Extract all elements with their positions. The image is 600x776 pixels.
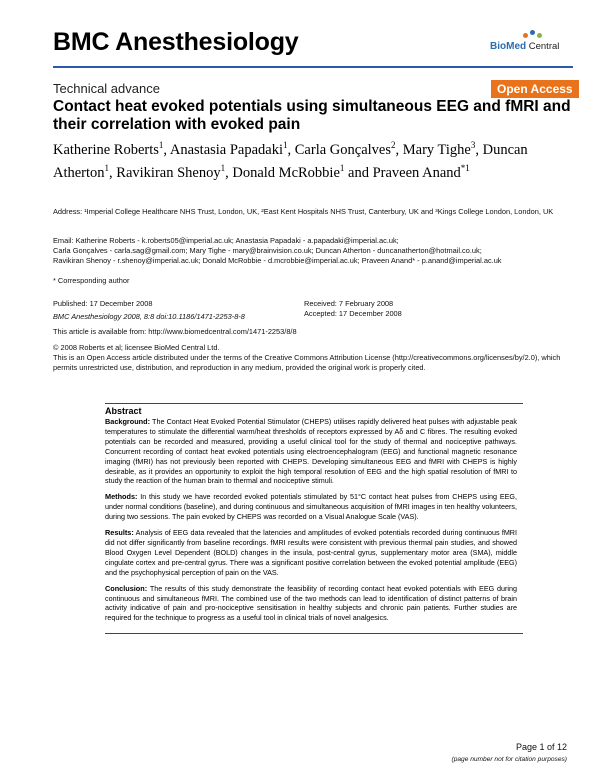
email-line: Carla Gonçalves - carla.sag@gmail.com; Mary Tighe - mary@brainvision.co.uk; Duncan Atherton - duncanatherton@hotmail.co.uk; [53,246,482,256]
author-affiliation-mark: *1 [460,162,470,173]
section-text: Analysis of EEG data revealed that the latencies and amplitudes of evoked potentials recorded during continuous fMRI did not differ significantly from baseline recordings. fMRI results were consistent with previous thermal pain studies, and showed Blood Oxygen Level Dependent (BOLD) changes in the insula, post-central gyrus, supplementary motor area (SMA), middle cingulate cortex and pre-central gyrus. There was a significant positive correlation between the evoked potential amplitude (EEG) and the psychophysical perception of pain on the VAS. [105,528,517,577]
abstract-results [105,528,517,578]
abstract-heading: Abstract [105,406,142,416]
biomed-central-logo [490,30,570,56]
author-list: Katherine Roberts$^1$, Anastasia Papadaki$^1$, Carla Gonçalves$^2$, Mary Tighe$^3$, Duncan Atherton$^1$, Ravikiran Shenoy$^1$, Donald McRobbie$^1$ and Praveen Anand$^{*1}$ [53,140,528,181]
author-affiliation-mark: 2 [391,140,396,150]
logo-dots-icon [523,30,543,40]
copyright-block [53,343,573,374]
open-access-badge: Open Access [491,80,579,98]
section-label: Results: [105,528,134,538]
author-name: Anastasia Papadaki [169,141,284,158]
history-info [304,299,564,319]
author-affiliation-mark: 3 [470,140,476,150]
section-text: In this study we have recorded evoked potentials stimulated by 51°C contact heat pulses from CHEPS using EEG, under normal conditions (baseline), and during continuous and simultaneous acquisition of fMRI images in ten healthy volunteers, during two sessions. The pain evoked by CHEPS was recorded on a Visual Analogue Scale (VAS). [105,492,517,522]
section-text: The results of this study demonstrate the feasibility of recording contact heat evoked potentials with EEG during continuous and simultaneous fMRI. The combined use of the two methods can lead to identification of distinct patterns of brain activity indicative of pain and pro-nociceptive sensitisation in healthy subjects and chronic pain patients. Further studies are required for the technique to progress as a useful tool in clinical trials of novel analgesics. [105,583,517,623]
author-affiliation-mark: 1 [158,140,164,150]
license-text: This is an Open Access article distributed under the terms of the Creative Commons Attribution License (http://creativecommons.org/licenses/by/2.0), which permits unrestricted use, distribution, and reproduction in any medium, provided the original work is properly cited. [53,353,561,373]
logo-bio: BioMed [490,41,527,52]
author-name: Ravikiran Shenoy [116,164,221,181]
abstract-background [105,417,517,486]
author-affiliation-mark: 1 [339,162,345,173]
abstract-box [105,403,523,634]
journal-title: BMC Anesthesiology [53,28,299,56]
author-name: Duncan Atherton [53,141,528,181]
author-name: Katherine Roberts [53,141,159,158]
author-name: Donald McRobbie [232,164,340,181]
abstract-conclusion [105,584,517,624]
availability-link[interactable]: This article is available from: http://www.biomedcentral.com/1471-2253/8/8 [53,327,297,336]
section-label: Background: [105,417,150,426]
author-affiliation-mark: 1 [104,162,110,173]
author-name: Carla Gonçalves [294,141,391,158]
email-line: Email: Katherine Roberts - k.roberts05@imperial.ac.uk; Anastasia Papadaki - a.papadaki@imperial.ac.uk; [53,236,399,245]
email-list [53,236,573,267]
published-date: Published: 17 December 2008 [53,299,153,308]
author-name: Praveen Anand [372,164,461,181]
section-text: The Contact Heat Evoked Potential Stimulator (CHEPS) utilises rapidly delivered heat pulses with adjustable peak temperatures to stimulate the differential warm/heat thresholds of receptors expressed by Aδ and C fibres. The resulting evoked potentials can be recorded and measured, providing a useful clinical tool for the study of thermal and nociceptive pathways. Concurrent recording of contact heat evoked potentials using electroencephalogram (EEG) and functional magnetic resonance imaging (fMRI) has not previously been reported with CHEPS. Developing simultaneous EEG and fMRI with CHEPS is highly desirable, as it provides an opportunity to exploit the high temporal resolution of EEG and the high spatial resolution of fMRI to study the reaction of the human brain to thermal and nociceptive stimuli. [105,417,517,486]
accepted-date: Accepted: 17 December 2008 [304,309,402,319]
section-label: Methods: [105,492,138,502]
logo-central: Central [526,41,560,52]
header-rule [53,66,573,68]
author-affiliation-mark: 1 [283,140,288,150]
page-number: Page 1 of 12 [515,742,567,752]
author-name: Mary Tighe [402,141,471,158]
copyright-line: © 2008 Roberts et al; licensee BioMed Central Ltd. [53,343,220,352]
publication-info [53,299,293,322]
corresponding-author-note: * Corresponding author [53,276,130,285]
affiliations: Address: ¹Imperial College Healthcare NHS Trust, London, UK, ²East Kent Hospitals NHS Trust, Canterbury, UK and ³Kings College London, London, UK [53,207,554,216]
article-title: Contact heat evoked potentials using simultaneous EEG and fMRI and their correlation with evoked pain [53,98,571,133]
received-date: Received: 7 February 2008 [304,299,394,308]
abstract-methods [105,492,517,522]
author-affiliation-mark: 1 [220,162,226,173]
email-line: Ravikiran Shenoy - r.shenoy@imperial.ac.uk; Donald McRobbie - d.mcrobbie@imperial.ac.uk; Praveen Anand* - p.anand@imperial.ac.uk [53,256,502,266]
article-type: Technical advance [53,81,160,96]
section-label: Conclusion: [105,583,148,593]
page-number-note: (page number not for citation purposes) [451,756,567,763]
citation: BMC Anesthesiology 2008, 8:8 doi:10.1186/1471-2253-8-8 [53,312,245,322]
